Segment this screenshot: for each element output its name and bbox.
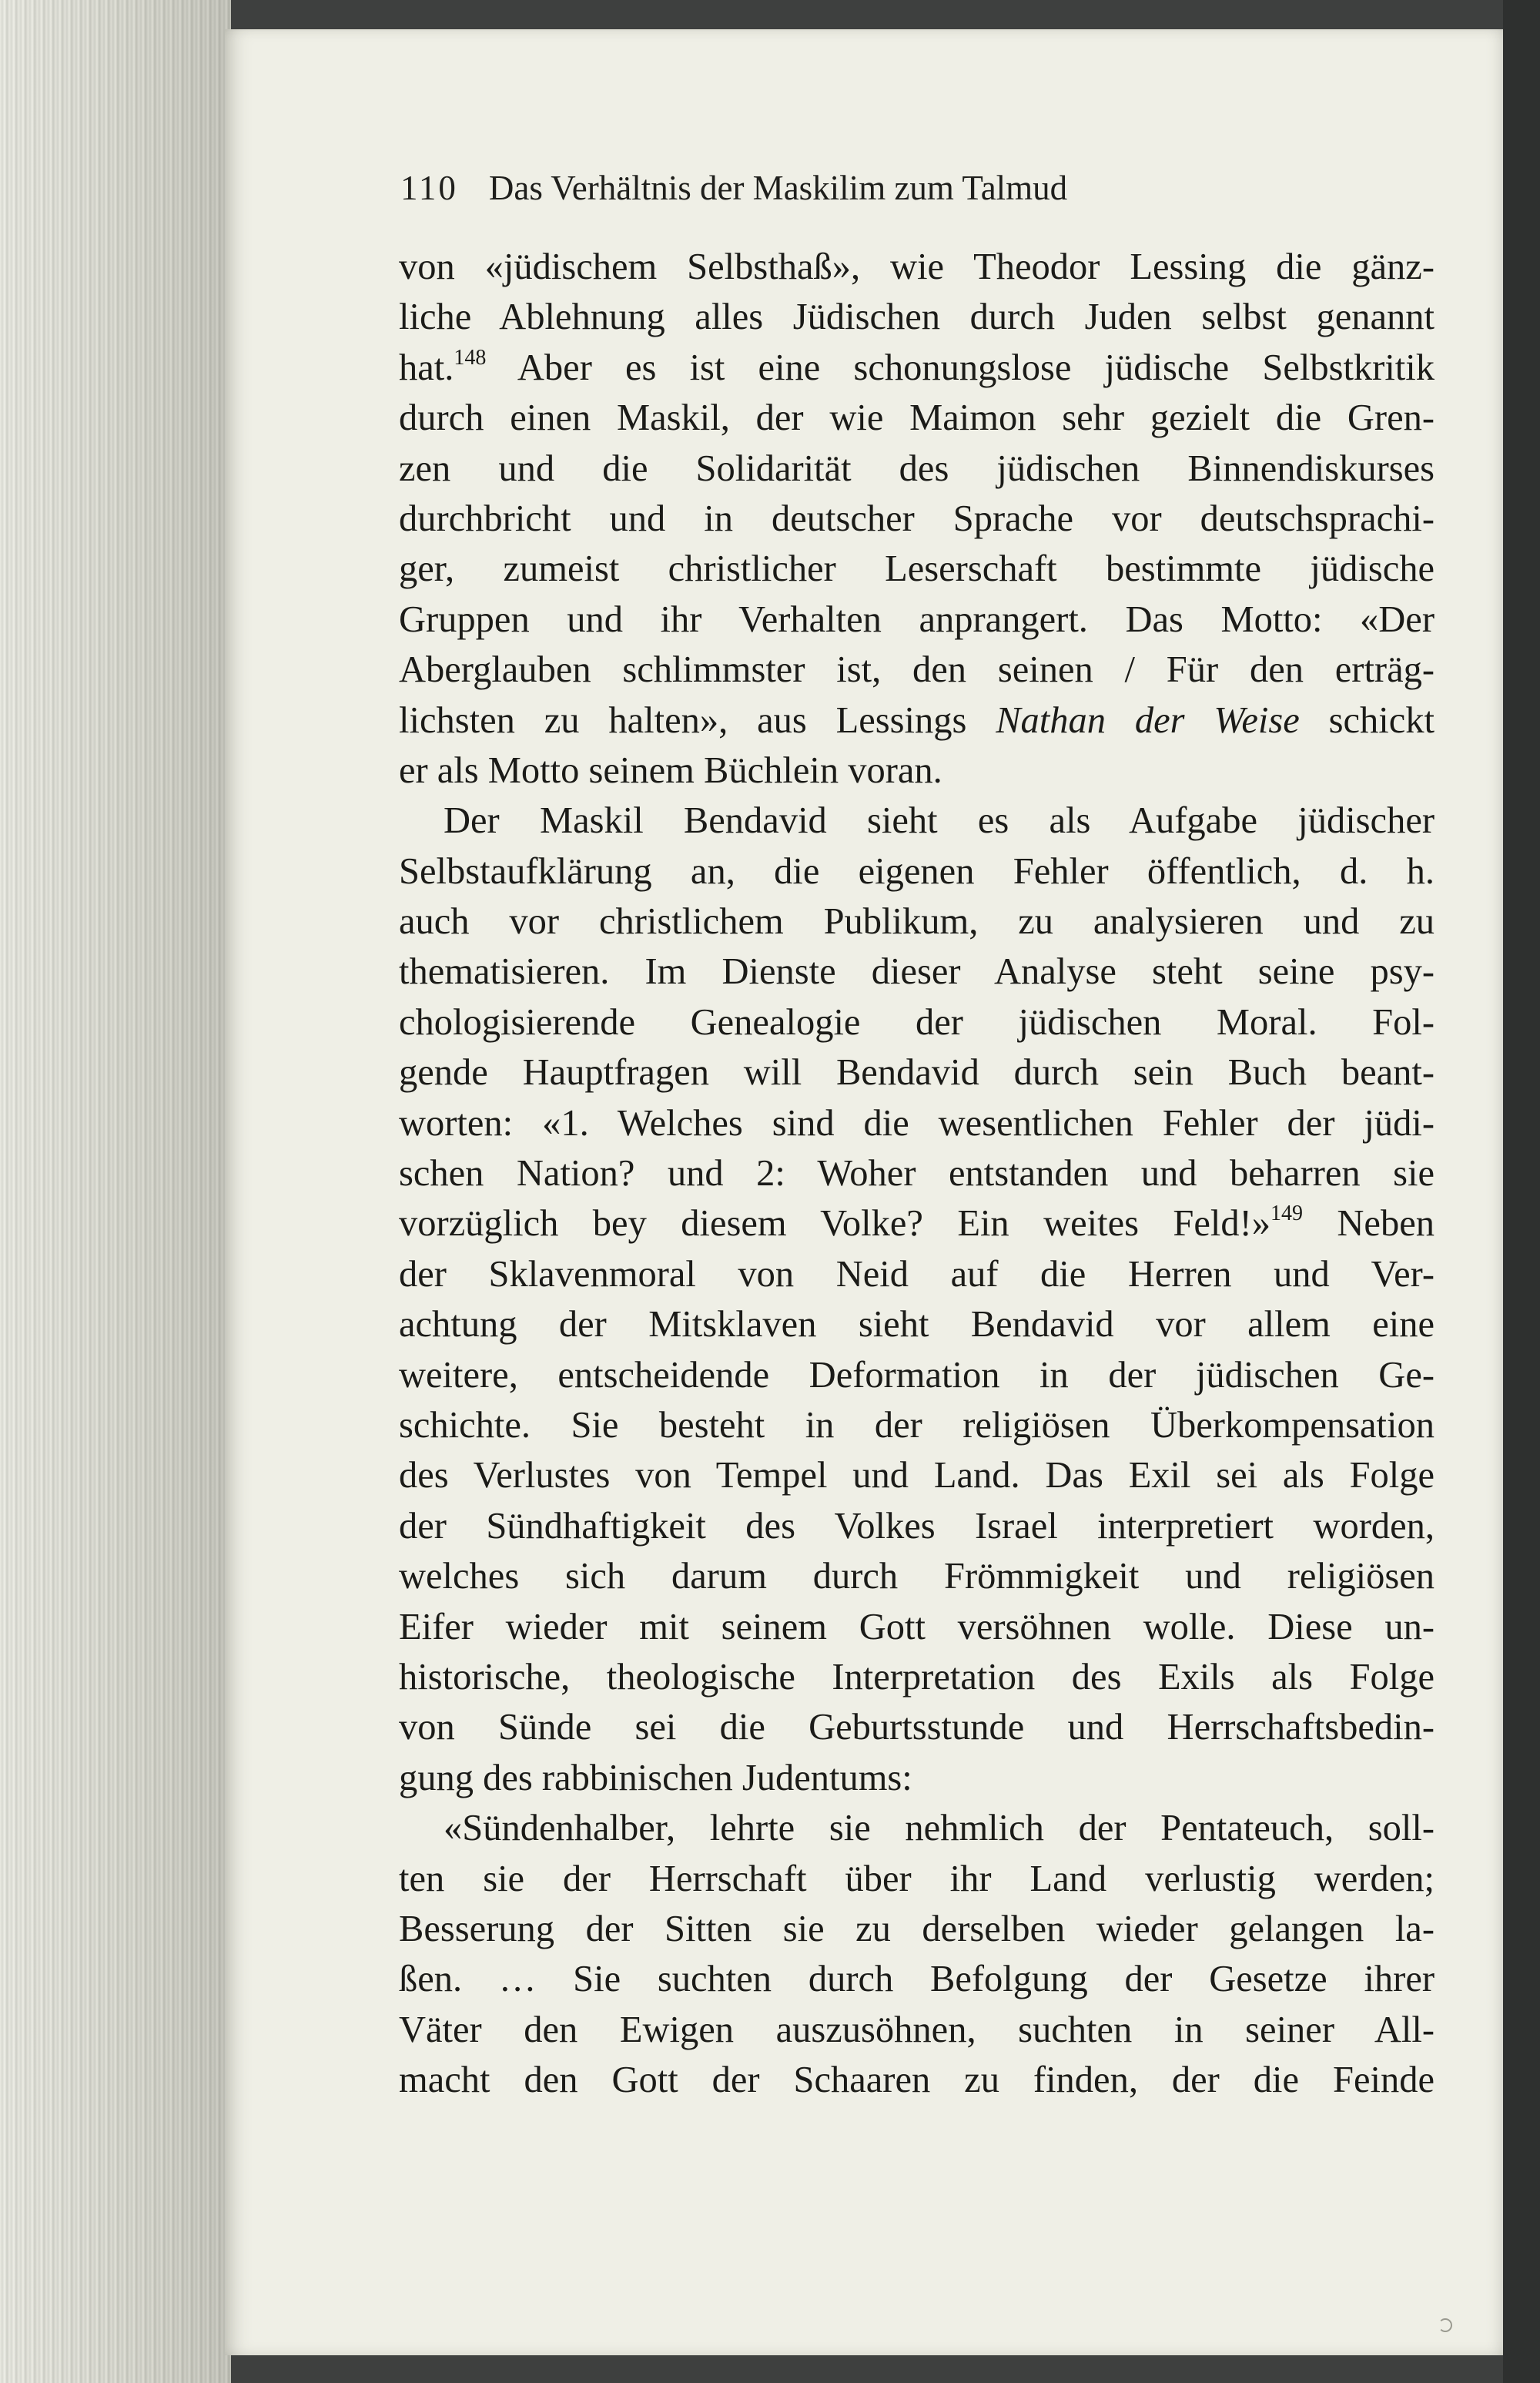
text-line: macht den Gott der Schaaren zu finden, der die Feinde	[399, 2060, 1435, 2101]
text-line: liche Ablehnung alles Jüdischen durch Juden selbst genannt	[399, 297, 1435, 338]
text-line: welches sich darum durch Frömmigkeit und religiösen	[399, 1556, 1435, 1597]
book-edge-shadow	[0, 0, 231, 2383]
text-line	[399, 343, 1435, 393]
text-line: gende Hauptfragen will Bendavid durch sein Buch beant-	[399, 1052, 1435, 1094]
text-line: «Sündenhalber, lehrte sie nehmlich der Pentateuch, soll-	[444, 1808, 1435, 1849]
text-line	[399, 695, 1435, 746]
line-segment: vorzüglich bey diesem Volke? Ein weites Feld!»	[399, 1203, 1270, 1245]
footnote-ref-149[interactable]: 149	[1270, 1202, 1303, 1226]
text-line: Der Maskil Bendavid sieht es als Aufgabe jüdischer	[444, 800, 1435, 842]
text-line: schichte. Sie besteht in der religiösen Überkompensation	[399, 1404, 1435, 1446]
text-line: Gruppen und ihr Verhalten anprangert. Das Motto: «Der	[399, 598, 1435, 640]
text-line: gung des rabbinischen Judentums:	[399, 1757, 912, 1798]
text-line: Selbstaufklärung an, die eigenen Fehler öffentlich, d. h.	[399, 850, 1435, 892]
text-line	[399, 1198, 1435, 1248]
text-line: von «jüdischem Selbsthaß», wie Theodor Lessing die gänz-	[399, 246, 1435, 287]
background-margin	[1503, 0, 1540, 2383]
line-segment: Aber es ist eine schonungslose jüdische Selbstkritik	[517, 347, 1435, 388]
line-segment: Neben	[1337, 1203, 1435, 1245]
text-line: Eifer wieder mit seinem Gott versöhnen wolle. Diese un-	[399, 1606, 1435, 1647]
line-segment: lichsten zu halten», aus Lessings	[399, 699, 967, 741]
text-line: ger, zumeist christlicher Leserschaft bestimmte jüdische	[399, 548, 1435, 590]
text-line: Aberglauben schlimmster ist, den seinen / Für den erträg-	[399, 649, 1435, 691]
text-line: ten sie der Herrschaft über ihr Land verlustig werden;	[399, 1858, 1435, 1899]
text-line: Besserung der Sitten sie zu derselben wieder gelangen la-	[399, 1908, 1435, 1949]
book-title-italic: Nathan der Weise	[996, 699, 1300, 741]
text-line: des Verlustes von Tempel und Land. Das Exil sei als Folge	[399, 1455, 1435, 1496]
running-header	[400, 168, 1432, 214]
text-line: historische, theologische Interpretation des Exils als Folge	[399, 1656, 1435, 1698]
text-line: er als Motto seinem Büchlein voran.	[399, 749, 942, 791]
page-corner-mark	[1438, 2318, 1452, 2332]
text-line: schen Nation? und 2: Woher entstanden und beharren sie	[399, 1153, 1435, 1195]
text-line: auch vor christlichem Publikum, zu analysieren und zu	[399, 901, 1435, 943]
text-line: durch einen Maskil, der wie Maimon sehr gezielt die Gren-	[399, 397, 1435, 439]
line-segment: hat.	[399, 347, 454, 388]
text-line: Väter den Ewigen auszusöhnen, suchten in seiner All-	[399, 2009, 1435, 2050]
text-line: der Sklavenmoral von Neid auf die Herren und Ver-	[399, 1253, 1435, 1295]
line-segment: schickt	[1328, 699, 1435, 741]
text-line: chologisierende Genealogie der jüdischen Moral. Fol-	[399, 1001, 1435, 1043]
body-text	[399, 242, 1435, 2105]
running-title: Das Verhältnis der Maskilim zum Talmud	[488, 169, 1068, 207]
text-line: weitere, entscheidende Deformation in der jüdischen Ge-	[399, 1354, 1435, 1396]
text-line: durchbricht und in deutscher Sprache vor deutschsprachi-	[399, 498, 1435, 539]
text-line: zen und die Solidarität des jüdischen Binnendiskurses	[399, 447, 1435, 489]
footnote-ref-148[interactable]: 148	[454, 345, 487, 370]
text-line: achtung der Mitsklaven sieht Bendavid vor allem eine	[399, 1304, 1435, 1346]
text-line: thematisieren. Im Dienste dieser Analyse steht seine psy-	[399, 951, 1435, 993]
text-line: worten: «1. Welches sind die wesentlichen Fehler der jüdi-	[399, 1102, 1435, 1144]
text-line: von Sünde sei die Geburtsstunde und Herrschaftsbedin-	[399, 1707, 1435, 1748]
text-line: der Sündhaftigkeit des Volkes Israel interpretiert worden,	[399, 1505, 1435, 1547]
page-number: 110	[400, 169, 458, 207]
text-line: ßen. … Sie suchten durch Befolgung der Gesetze ihrer	[399, 1959, 1435, 2000]
